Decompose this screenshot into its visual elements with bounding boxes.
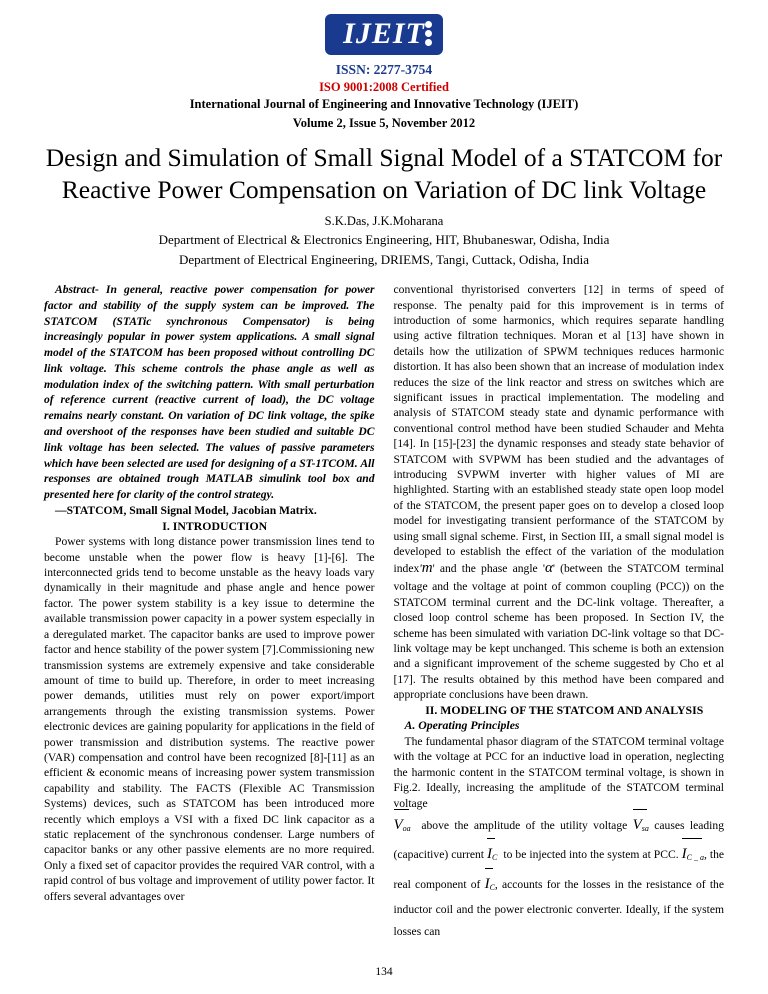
- math-vsa: $V_{sa}$: [633, 811, 649, 840]
- math-ic-2: $I_C$: [485, 870, 495, 899]
- intro-paragraph-1: Power systems with long distance power transmission lines tend to become unstable when the power flow is heavy [1]-[6]. The interconnected grids tend to become unstable as the heavy loads vary dynamically in their magnitude and phase angle and hence power factor. The power system stability is a key issue to determine the available transmission power capacity in a power system especially in a deregulated market. The capacitor banks are used to improve power factor and hence stability of the power system [7].Commissioning new transmission systems are extremely expensive and take considerable amount of time to build up. Therefore, in order to meet increasing power demands, utilities must rely on power export/import arrangements through the existing transmission systems. Power electronic devices are gaining popularity for applications in the field of power transmission and distribution systems. The reactive power (VAR) compensation and control have been recognized [8]-[11] as an efficient & economic means of increasing power system transmission capability and stability. The FACTS (Flexible AC Transmission Systems) devices, such as STATCOM has been introduced more recently which employs a VSI with a fixed DC link capacitor as a static replacement of the synchronous condenser. Large numbers of capacitor banks or any other passive elements are no more required. Only a fixed set of capacitor provides the required VAR control, with a rapid control of bus voltage and improvement of utility power factor. It offers several advantages over: [44, 535, 375, 903]
- math-alpha-open: ': [542, 562, 545, 576]
- intro-continued: [394, 282, 725, 703]
- logo-dots-icon: [425, 21, 435, 45]
- subsection-heading-operating: A. Operating Principles: [404, 718, 520, 733]
- math-m-inline: ': [419, 562, 422, 576]
- math-m: m: [421, 560, 433, 577]
- right-column: [394, 282, 725, 944]
- operating-paragraph-1: The fundamental phasor diagram of the STATCOM terminal voltage with the voltage at PCC for an inductive load in operation, neglecting the harmonic content in the STATCOM terminal voltage, is shown in Fig.2. Ideally, increasing the amplitude of the STATCOM terminal voltage: [393, 734, 724, 810]
- math-ic: $I_C$: [487, 840, 497, 869]
- issn-line: ISSN: 2277-3754: [335, 62, 433, 77]
- math-alpha: α: [544, 560, 553, 577]
- intro-continued-text: conventional thyristorised converters [12] in terms of speed of response. The penalty paid for this improvement is in terms of introduction of some harmonics, which requires separate handling using active filtration techniques. Moran et al [13] have shown in details how the utilization of SPWM techniques reduces harmonic distortion. It has also been shown that an increase of modulation index reduces the size of the link reactor and stress on switches which are significant issues in practical implementation. The modeling and analysis of STATCOM steady state and dynamic performance with conventional control method have been studied Schauder and Mehta [14]. In [15]-[23] the dynamic responses and steady state behavior of STATCOM with SVPWM has been studied and the advantages of introducing SVPWM inverter with higher values of MI are highlighted. Starting with an established steady state open loop model of the STATCOM, the present paper goes on to develop a closed loop model for investigating transient performance of the STATCOM by using small signal scheme. First, in Section III, a small signal model is developed to establish the effect of the variation of the modulation index: [393, 283, 724, 576]
- page-number: 134: [375, 966, 393, 978]
- math-voa: $V_{oa}$: [394, 811, 411, 840]
- operating-text-c: to be injected into the system at PCC.: [503, 848, 679, 862]
- operating-text-a: above the amplitude of the utility voltage: [421, 819, 628, 832]
- operating-text-e: , accounts for the losses in the resistance of the inductor coil and the power electronic converter. Ideally, if the system losses can: [393, 877, 724, 939]
- logo-text: IJEIT: [343, 17, 425, 50]
- section-heading-modeling: II. MODELING OF THE STATCOM AND ANALYSIS: [425, 702, 704, 717]
- intro-continued-text-c: (between the STATCOM terminal voltage and the voltage at point of common coupling (PCC)) on the STATCOM terminal current and the DC-link voltage. Thereafter, a closed loop control scheme has been proposed. In Section IV, the scheme has been simulated with variation DC-link voltage so that DC-link voltage may be kept unchanged. This scheme is both an extension and a significant improvement of the scheme suggested by Cho et al [17]. The results obtained by this method have been compared and appropriate conclusions have been drawn.: [393, 562, 724, 702]
- math-m-close: ': [432, 562, 435, 576]
- page-title: Design and Simulation of Small Signal Model of a STATCOM for Reactive Power Compensation on Variation of DC link Voltage: [45, 142, 723, 204]
- section-heading-introduction: I. INTRODUCTION: [162, 518, 268, 533]
- math-alpha-close: ': [552, 562, 555, 576]
- left-column: [44, 282, 375, 944]
- iso-line: ISO 9001:2008 Certified: [319, 80, 449, 95]
- authors: S.K.Das, J.K.Moharana: [324, 213, 444, 228]
- two-column-body: [44, 282, 724, 944]
- intro-continued-text-b: and the phase angle: [439, 562, 538, 576]
- logo-badge: [325, 14, 443, 55]
- index-terms-value: —STATCOM, Small Signal Model, Jacobian Matrix.: [55, 503, 317, 517]
- operating-text-d: , the real component of: [393, 848, 725, 891]
- volume-issue: Volume 2, Issue 5, November 2012: [292, 115, 476, 130]
- math-ic-a: $I_{C \_ a}$: [682, 840, 704, 869]
- affiliation-2: Department of Electrical Engineering, DRIEMS, Tangi, Cuttack, Odisha, India: [178, 251, 590, 267]
- journal-logo: [44, 14, 724, 55]
- journal-name: International Journal of Engineering and Innovative Technology (IJEIT): [189, 97, 579, 112]
- index-terms: [44, 503, 375, 519]
- abstract: Abstract- In general, reactive power compensation for power factor and stability of the supply system can be improved. The STATCOM (STATic synchronous Compensator) is being increasingly popular in power system applications. A small signal model of the STATCOM has been proposed without controlling DC link voltage. This scheme controls the phase angle as well as modulation index of the switching pattern. With small perturbation of reference current (reactive current of load), the DC voltage remains nearly constant. On variation of DC link voltage, the spike and overshoot of the responses have been studied and suitable DC link voltage has been selected. The values of passive parameters which have been selected are used for designing of a ST-1TCOM. All responses are obtained trough MATLAB simulink tool box and presented here for clarity of the control strategy.: [44, 283, 375, 502]
- operating-text-b: causes leading (capacitive) current: [393, 819, 724, 862]
- operating-paragraph-2: [394, 811, 725, 944]
- affiliation-1: Department of Electrical & Electronics Engineering, HIT, Bhubaneswar, Odisha, India: [158, 232, 610, 248]
